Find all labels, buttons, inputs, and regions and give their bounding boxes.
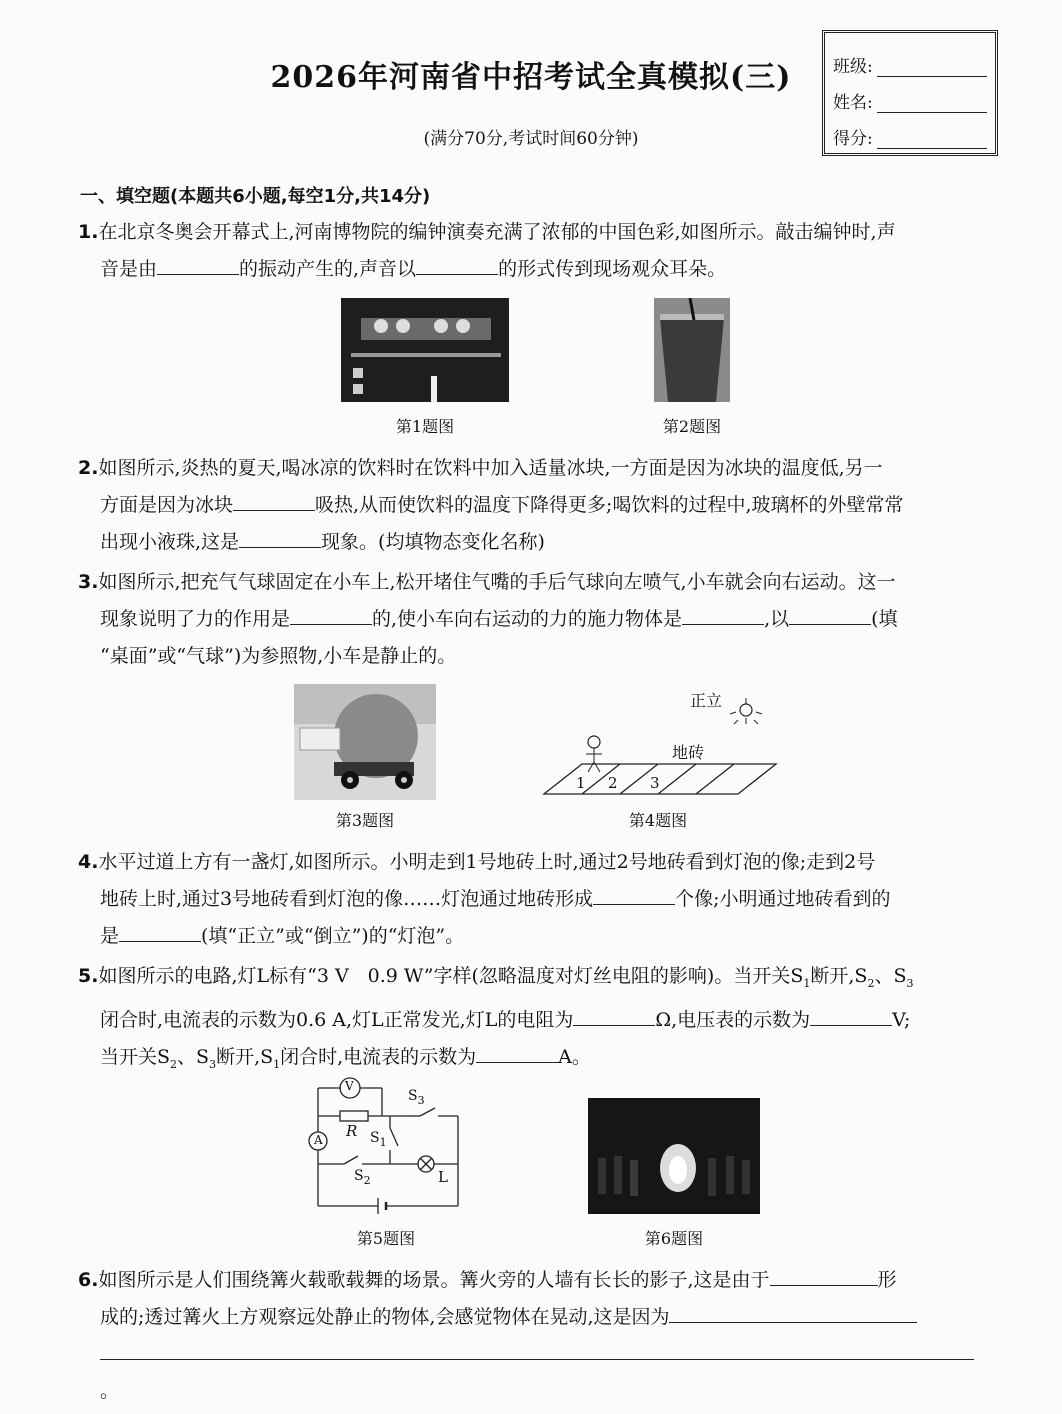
answer-blank[interactable] — [770, 1265, 878, 1286]
section-heading: 一、填空题(本题共6小题,每空1分,共14分) — [80, 186, 431, 207]
answer-blank[interactable] — [416, 254, 498, 275]
lamp-l-label: L — [438, 1168, 448, 1186]
figure-2-image — [654, 298, 730, 402]
figure-2-caption: 第2题图 — [662, 417, 722, 436]
switch-s3-label: $S_3$ — [408, 1088, 425, 1107]
voltmeter-label: V — [345, 1079, 354, 1093]
figure-6-image — [588, 1098, 760, 1214]
answer-blank[interactable] — [119, 921, 201, 942]
answer-blank[interactable] — [233, 490, 315, 511]
switch-s1-label: $S_1$ — [370, 1130, 387, 1149]
question-2: 2.如图所示,炎热的夏天,喝冰凉的饮料时在饮料中加入适量冰块,一方面是因为冰块的温度低,另一 方面是因为冰块 吸热,从而使饮料的温度下降得更多;喝饮料的过程中,玻璃杯的外壁常常 出现小液珠,这是 现象。(均填物态变化名称) — [78, 457, 904, 553]
answer-blank[interactable] — [476, 1042, 558, 1063]
question-4: 4.水平过道上方有一盏灯,如图所示。小明走到1号地砖上时,通过2号地砖看到灯泡的像;走到2号 地砖上时,通过3号地砖看到灯泡的像……灯泡通过地砖形成 个像;小明通过地砖看到的 是 (填“正立”或“倒立”)的“灯泡”。 — [78, 851, 891, 947]
ammeter-label: A — [314, 1133, 323, 1147]
figure-3-image — [294, 684, 436, 800]
question-1: 1.在北京冬奥会开幕式上,河南博物院的编钟演奏充满了浓郁的中国色彩,如图所示。敲击编钟时,声 音是由 的振动产生的,声音以 的形式传到现场观众耳朵。 — [78, 221, 896, 280]
question-number: 6. — [78, 1269, 99, 1291]
figure-1-image — [341, 298, 509, 402]
answer-blank[interactable] — [810, 1005, 892, 1026]
figure-5-caption: 第5题图 — [356, 1229, 416, 1248]
name-field[interactable]: 姓名: — [833, 77, 987, 113]
answer-blank[interactable] — [100, 1339, 974, 1360]
switch-s2-label: $S_2$ — [354, 1168, 371, 1187]
figure-4-diagram — [540, 684, 780, 800]
question-number: 4. — [78, 851, 99, 873]
question-5: 5.如图所示的电路,灯L标有“3 V 0.9 W”字样(忽略温度对灯丝电阻的影响)。当开关$S_1$断开$,S_2$、$S_3$ 闭合时,电流表的示数为0.6 A,灯L正常发光,灯L的电阻为 Ω,电压表的示数为 V; 当开关$S_2$、$S_3$断开$,S_1$闭合时,电流表的示数为 A。 — [78, 965, 914, 1071]
page-title: 2026年河南省中招考试全真模拟(三) — [270, 60, 792, 95]
question-3: 3.如图所示,把充气气球固定在小车上,松开堵住气嘴的手后气球向左喷气,小车就会向右运动。这一 现象说明了力的作用是 的,使小车向右运动的力的施力物体是 ,以 (填 “桌面”或“气球”)为参照物,小车是静止的。 — [78, 571, 898, 667]
answer-blank[interactable] — [573, 1005, 655, 1026]
answer-blank[interactable] — [239, 527, 321, 548]
tile-number: 1 — [576, 774, 586, 792]
tile-number: 2 — [608, 774, 618, 792]
question-number: 3. — [78, 571, 99, 593]
figure-3-caption: 第3题图 — [335, 811, 395, 830]
answer-blank[interactable] — [682, 604, 764, 625]
tile-number: 3 — [650, 774, 660, 792]
question-number: 5. — [78, 965, 99, 987]
class-field[interactable]: 班级: — [833, 41, 987, 77]
figure-1-caption: 第1题图 — [395, 417, 455, 436]
lamp-label: 正立 — [690, 691, 723, 710]
score-field[interactable]: 得分: — [833, 113, 987, 149]
tiles-label: 地砖 — [672, 743, 705, 762]
figure-4-caption: 第4题图 — [628, 811, 688, 830]
answer-blank[interactable] — [789, 604, 871, 625]
answer-blank[interactable] — [290, 604, 372, 625]
answer-blank[interactable] — [593, 884, 675, 905]
answer-blank[interactable] — [157, 254, 239, 275]
answer-blank[interactable] — [669, 1302, 917, 1323]
page-subtitle: (满分70分,考试时间60分钟) — [423, 129, 639, 149]
question-number: 2. — [78, 457, 99, 479]
student-info-box — [822, 30, 998, 156]
figure-6-caption: 第6题图 — [644, 1229, 704, 1248]
question-number: 1. — [78, 221, 99, 243]
resistor-label: R — [346, 1122, 358, 1140]
figure-5-circuit — [300, 1076, 470, 1216]
question-6: 6.如图所示是人们围绕篝火载歌载舞的场景。篝火旁的人墙有长长的影子,这是由于 形 成的;透过篝火上方观察远处静止的物体,会感觉物体在晃动,这是因为 。 — [78, 1262, 990, 1410]
